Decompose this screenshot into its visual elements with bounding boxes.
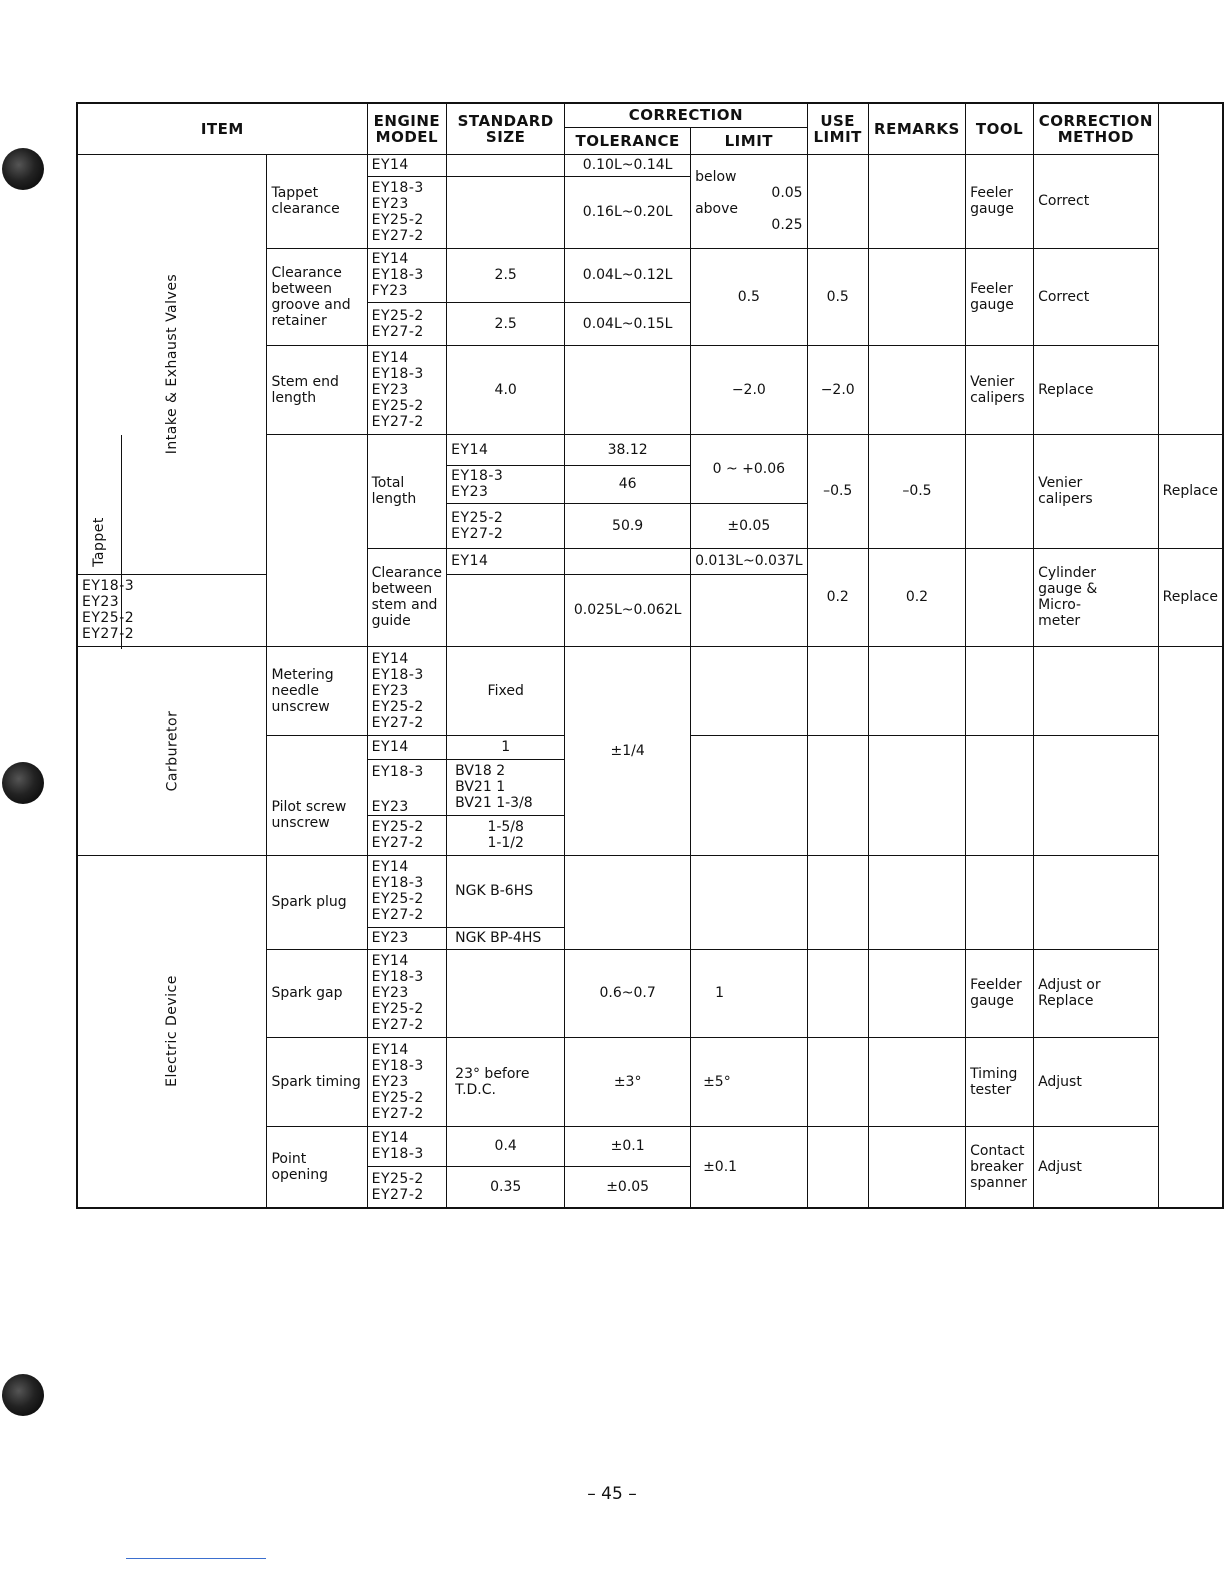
limit xyxy=(691,154,808,248)
tool: Venier calipers xyxy=(966,345,1034,434)
tool xyxy=(966,735,1034,855)
tool: Cylinder gauge & Micro- meter xyxy=(1034,548,1159,646)
table-row xyxy=(77,646,1223,735)
item-spark-gap: Spark gap xyxy=(267,949,367,1037)
binder-hole-bottom xyxy=(2,1374,44,1416)
engine-models: EY25-2 EY27-2 xyxy=(367,302,447,345)
limit: 0.2 xyxy=(807,548,868,646)
tool: Feelder gauge xyxy=(966,949,1034,1037)
use-limit xyxy=(807,154,868,248)
tool: Timing tester xyxy=(966,1037,1034,1126)
standard-size: 50.9 xyxy=(565,503,691,548)
engine-models: EY14 EY18-3 EY23 EY25-2 EY27-2 xyxy=(367,1037,447,1126)
tool: Contact breaker spanner xyxy=(966,1126,1034,1208)
standard-size: NGK B-6HS xyxy=(447,855,565,927)
use-limit xyxy=(807,1126,868,1208)
correction-method xyxy=(1034,646,1159,735)
correction-method: Adjust or Replace xyxy=(1034,949,1159,1037)
engine-models: EY18-3 EY23 EY25-2 EY27-2 xyxy=(77,574,267,646)
remarks xyxy=(868,646,965,735)
limit-above-label: above xyxy=(695,201,739,217)
remarks xyxy=(966,548,1034,646)
standard-size xyxy=(447,949,565,1037)
standard-size: Fixed xyxy=(447,646,565,735)
header-limit: LIMIT xyxy=(691,127,808,154)
table-row xyxy=(77,154,1223,176)
tolerance: ±1/4 xyxy=(565,646,691,855)
tool: Feeler gauge xyxy=(966,248,1034,345)
category-label: Intake & Exhaust Valves xyxy=(164,273,181,455)
standard-size: 4.0 xyxy=(447,345,565,434)
header-use-limit: USE LIMIT xyxy=(807,103,868,154)
correction-method: Replace xyxy=(1158,548,1223,646)
engine-models: EY14 xyxy=(447,434,565,465)
remarks xyxy=(868,949,965,1037)
use-limit xyxy=(807,949,868,1037)
engine-models: EY14 xyxy=(367,154,447,176)
engine-models: EY18-3 EY23 xyxy=(447,465,565,503)
tool xyxy=(966,855,1034,949)
remarks xyxy=(868,855,965,949)
tolerance: 0.04L~0.12L xyxy=(565,248,691,302)
limit xyxy=(691,646,808,735)
use-limit xyxy=(807,855,868,949)
item-point-opening: Point opening xyxy=(267,1126,367,1208)
page-number: – 45 – xyxy=(587,1484,637,1504)
standard-size xyxy=(447,176,565,248)
tolerance: 0.025L~0.062L xyxy=(565,574,691,646)
tolerance: 0.04L~0.15L xyxy=(565,302,691,345)
tool: Feeler gauge xyxy=(966,154,1034,248)
limit: ±5° xyxy=(691,1037,808,1126)
engine-models: EY14 EY18-3 xyxy=(367,1126,447,1166)
header-remarks: REMARKS xyxy=(868,103,965,154)
engine-models: EY14 EY18-3 FY23 xyxy=(367,248,447,302)
remarks xyxy=(868,1037,965,1126)
footer-rule xyxy=(126,1558,266,1559)
standard-size: 1-5/8 1-1/2 xyxy=(447,815,565,855)
remarks xyxy=(868,248,965,345)
correction-method xyxy=(1034,735,1159,855)
use-limit: 0.5 xyxy=(807,248,868,345)
engine-models: EY23 xyxy=(367,785,447,815)
standard-size xyxy=(565,548,691,574)
category-tappet-label xyxy=(77,435,122,649)
tolerance xyxy=(565,855,691,949)
standard-size xyxy=(447,574,565,646)
engine-models: EY14 EY18-3 EY25-2 EY27-2 xyxy=(367,855,447,927)
category-carburetor xyxy=(77,646,267,855)
tool: Venier calipers xyxy=(1034,434,1159,548)
item-spark-timing: Spark timing xyxy=(267,1037,367,1126)
engine-models: EY18-3 EY23 EY25-2 EY27-2 xyxy=(367,176,447,248)
correction-method: Replace xyxy=(1034,345,1159,434)
use-limit: −2.0 xyxy=(807,345,868,434)
tolerance: ±0.05 xyxy=(691,503,808,548)
remarks xyxy=(868,735,965,855)
use-limit xyxy=(807,646,868,735)
engine-models: EY25-2 EY27-2 xyxy=(447,503,565,548)
limit-above-value: 0.25 xyxy=(771,217,803,233)
correction-method xyxy=(1034,855,1159,949)
limit xyxy=(691,735,808,855)
tolerance: 0.013L~0.037L xyxy=(691,548,808,574)
standard-size: NGK BP-4HS xyxy=(447,927,565,949)
limit: −2.0 xyxy=(691,345,808,434)
header-tool: TOOL xyxy=(966,103,1034,154)
tolerance: 0.10L~0.14L xyxy=(565,154,691,176)
item-clearance-groove-retainer: Clearance between groove and retainer xyxy=(267,248,367,345)
item-metering-needle: Metering needle unscrew xyxy=(267,646,367,735)
binder-hole-middle xyxy=(2,762,44,804)
limit-below-value: 0.05 xyxy=(771,185,803,201)
category-label: Tappet xyxy=(91,517,108,567)
correction-method: Adjust xyxy=(1034,1126,1159,1208)
engine-models: EY14 EY18-3 EY23 EY25-2 EY27-2 xyxy=(367,646,447,735)
item-tappet-clearance: Tappet clearance xyxy=(267,154,367,248)
limit: –0.5 xyxy=(807,434,868,548)
use-limit xyxy=(807,735,868,855)
engine-models: EY14 xyxy=(447,548,565,574)
engine-models: EY14 EY18-3 EY23 EY25-2 EY27-2 xyxy=(367,345,447,434)
standard-size: 1 xyxy=(447,735,565,759)
table-row xyxy=(77,855,1223,927)
correction-method: Correct xyxy=(1034,154,1159,248)
item-stem-end-length: Stem end length xyxy=(267,345,367,434)
binder-hole-top xyxy=(2,148,44,190)
engine-models: EY25-2 EY27-2 xyxy=(367,815,447,855)
header-engine-model: ENGINE MODEL xyxy=(367,103,447,154)
correction-method: Replace xyxy=(1158,434,1223,548)
standard-size: 0.35 xyxy=(447,1166,565,1208)
standard-size xyxy=(447,154,565,176)
use-limit xyxy=(807,1037,868,1126)
standard-size: 2.5 xyxy=(447,302,565,345)
limit: 1 xyxy=(691,949,808,1037)
engine-models: EY23 xyxy=(367,927,447,949)
limit xyxy=(691,855,808,949)
tolerance: 0.6~0.7 xyxy=(565,949,691,1037)
standard-size: 46 xyxy=(565,465,691,503)
tolerance: ±0.1 xyxy=(565,1126,691,1166)
remarks xyxy=(868,1126,965,1208)
limit-below-label: below xyxy=(695,169,737,185)
item-clearance-stem-guide: Clearance between stem and guide xyxy=(367,548,447,646)
limit: 0.5 xyxy=(691,248,808,345)
standard-size: 0.4 xyxy=(447,1126,565,1166)
header-standard-size: STANDARD SIZE xyxy=(447,103,565,154)
category-tappet xyxy=(267,434,367,646)
remarks xyxy=(966,434,1034,548)
correction-method: Adjust xyxy=(1034,1037,1159,1126)
maintenance-spec-table xyxy=(76,102,1224,1209)
engine-models: EY14 EY18-3 EY23 EY25-2 EY27-2 xyxy=(367,949,447,1037)
use-limit: –0.5 xyxy=(868,434,965,548)
item-pilot-screw: Pilot screw unscrew xyxy=(267,735,367,855)
correction-method: Correct xyxy=(1034,248,1159,345)
limit: ±0.1 xyxy=(691,1126,808,1208)
category-label: Electric Device xyxy=(164,975,181,1088)
category-label: Carburetor xyxy=(164,710,181,791)
category-electric-device xyxy=(77,855,267,1208)
engine-models: EY25-2 EY27-2 xyxy=(367,1166,447,1208)
tolerance: 0 ~ +0.06 xyxy=(691,434,808,503)
engine-models: EY14 xyxy=(367,735,447,759)
engine-models: EY18-3 xyxy=(367,759,447,785)
header-tolerance: TOLERANCE xyxy=(565,127,691,154)
tolerance: ±0.05 xyxy=(565,1166,691,1208)
standard-size: 2.5 xyxy=(447,248,565,302)
item-spark-plug: Spark plug xyxy=(267,855,367,949)
standard-size: BV18 2 BV21 1 BV21 1-3/8 xyxy=(447,759,565,815)
header-correction-method: CORRECTION METHOD xyxy=(1034,103,1159,154)
header-item: ITEM xyxy=(77,103,367,154)
use-limit: 0.2 xyxy=(868,548,965,646)
standard-size: 23° before T.D.C. xyxy=(447,1037,565,1126)
remarks xyxy=(868,345,965,434)
tolerance: ±3° xyxy=(565,1037,691,1126)
header-correction: CORRECTION xyxy=(565,103,807,127)
tolerance: 0.16L~0.20L xyxy=(565,176,691,248)
item-total-length: Total length xyxy=(367,434,447,548)
tool xyxy=(966,646,1034,735)
remarks xyxy=(868,154,965,248)
standard-size: 38.12 xyxy=(565,434,691,465)
tolerance xyxy=(565,345,691,434)
